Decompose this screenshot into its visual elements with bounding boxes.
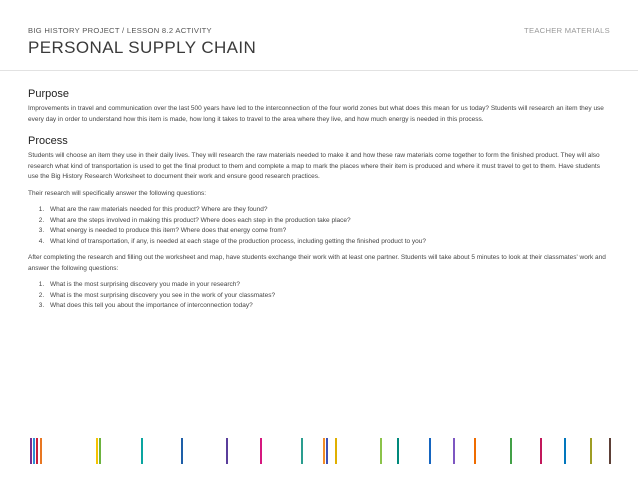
- page-title: PERSONAL SUPPLY CHAIN: [28, 38, 257, 57]
- page-header: [28, 26, 610, 58]
- color-bar: [40, 438, 42, 464]
- color-bar: [540, 438, 542, 464]
- breadcrumb: BIG HISTORY PROJECT / LESSON 8.2 ACTIVITY: [28, 26, 212, 35]
- research-question: 2. What are the steps involved in making this product? Where does each step in the production take place?: [46, 216, 611, 227]
- research-question: 4. What kind of transportation, if any, is needed at each stage of the production process, including getting the finished product to you?: [46, 237, 611, 248]
- reflection-question: 3. What does this tell you about the importance of interconnection today?: [46, 301, 611, 312]
- color-bar: [36, 438, 38, 464]
- color-bar: [226, 438, 228, 464]
- color-bar: [429, 438, 431, 464]
- process-intro: Students will choose an item they use in their daily lives. They will research the raw materials needed to make it and how these raw materials come together to form the finished product. They will also research what kind of transportation is used to get the final product to them and complete a map to mark the places where their item is produced and where it must travel to get to them. Have students use the Big History Research Worksheet to document their work and ensure good research practices.: [28, 152, 600, 180]
- color-bar: [510, 438, 512, 464]
- color-bar: [141, 438, 143, 464]
- color-bar: [30, 438, 32, 464]
- color-bar: [33, 438, 35, 464]
- color-bar: [590, 438, 592, 464]
- color-bar: [96, 438, 98, 464]
- color-bar: [564, 438, 566, 464]
- reflection-question: 1. What is the most surprising discovery you made in your research?: [46, 280, 611, 291]
- document-body: [28, 88, 611, 318]
- research-questions-list: [28, 205, 611, 247]
- process-heading: Process: [28, 135, 68, 147]
- color-bar: [301, 438, 303, 464]
- research-question: 3. What energy is needed to produce this item? Where does that energy come from?: [46, 226, 611, 237]
- purpose-text: Improvements in travel and communication over the last 500 years have led to the interconnection of the four world zones but what does this mean for us today? Students will research an item they use every day in order to understand how this item is made, how long it takes to travel to the area where they live, and how much energy is needed in this process.: [28, 105, 604, 123]
- process-section: [28, 135, 611, 312]
- color-bar: [609, 438, 611, 464]
- color-bar: [474, 438, 476, 464]
- color-bar: [260, 438, 262, 464]
- reflection-questions-list: [28, 280, 611, 312]
- color-bar: [335, 438, 337, 464]
- color-bar: [397, 438, 399, 464]
- questions-intro: Their research will specifically answer the following questions:: [28, 189, 207, 197]
- after-research-text: After completing the research and filling out the worksheet and map, have students exchange their work with at least one partner. Students will take about 5 minutes to look at their classmates' work and answer the following questions:: [28, 254, 606, 272]
- color-bar: [99, 438, 101, 464]
- color-bar: [326, 438, 328, 464]
- color-bar: [380, 438, 382, 464]
- research-question: 1. What are the raw materials needed for this product? Where are they found?: [46, 205, 611, 216]
- reflection-question: 2. What is the most surprising discovery you see in the work of your classmates?: [46, 291, 611, 302]
- purpose-section: [28, 88, 611, 125]
- color-bar: [181, 438, 183, 464]
- color-bar: [323, 438, 325, 464]
- color-bar: [453, 438, 455, 464]
- purpose-heading: Purpose: [28, 88, 69, 100]
- teacher-materials-label: TEACHER MATERIALS: [524, 26, 610, 35]
- header-divider: [0, 70, 638, 71]
